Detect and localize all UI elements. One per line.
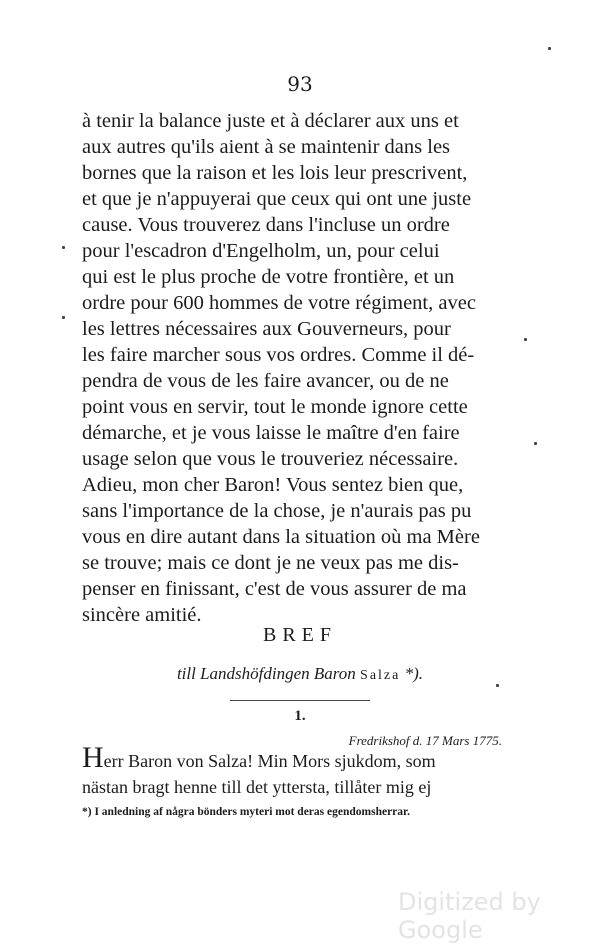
letter-line [82, 741, 436, 774]
footnote: *) I anledning af några bönders myteri mot deras egendomsherrar. [82, 806, 410, 818]
body-line: sans l'importance de la chose, je n'aurais pas pu [82, 500, 472, 522]
body-line: bornes que la raison et les lois leur prescrivent, [82, 162, 468, 184]
body-line: vous en dire autant dans la situation où ma Mère [82, 526, 480, 548]
body-line: penser en finissant, c'est de vous assurer de ma [82, 578, 467, 600]
drop-cap: H [82, 741, 104, 774]
body-line: les lettres nécessaires aux Gouverneurs, pour [82, 318, 451, 340]
body-line: qui est le plus proche de votre frontière, et un [82, 266, 455, 288]
section-subheading [0, 664, 600, 684]
body-line: et que je n'appuyerai que ceux qui ont une juste [82, 188, 472, 210]
body-line: pour l'escadron d'Engelholm, un, pour celui [82, 240, 440, 262]
body-line: à tenir la balance juste et à déclarer aux uns et [82, 110, 459, 132]
horizontal-rule [230, 700, 370, 701]
speck-mark [62, 246, 65, 249]
body-text [82, 108, 480, 628]
speck-mark [548, 47, 551, 50]
speck-mark [62, 316, 65, 319]
body-line: pendra de vous de les faire avancer, ou de ne [82, 370, 449, 392]
letter-text [82, 741, 436, 800]
subheading-suffix: *). [400, 664, 424, 683]
body-line: Adieu, mon cher Baron! Vous sentez bien que, [82, 474, 464, 496]
body-line: point vous en servir, tout le monde ignore cette [82, 396, 468, 418]
letter-dateline: Fredrikshof d. 17 Mars 1775. [348, 733, 502, 748]
letter-line: nästan bragt henne till det yttersta, tillåter mig ej [82, 777, 432, 797]
body-line: se trouve; mais ce dont je ne veux pas me dis- [82, 552, 459, 574]
body-line: usage selon que vous le trouveriez nécessaire. [82, 448, 459, 470]
body-line: démarche, et je vous laisse le maître d'en faire [82, 422, 460, 444]
speck-mark [524, 338, 527, 341]
watermark: Digitized by Google [398, 888, 541, 944]
letter-number: 1. [294, 708, 306, 724]
body-line: cause. Vous trouverez dans l'incluse un ordre [82, 214, 450, 236]
subheading-name: Salza [360, 668, 401, 683]
body-line: les faire marcher sous vos ordres. Comme il dé- [82, 344, 475, 366]
subheading-prefix: till Landshöfdingen Baron [176, 664, 361, 683]
speck-mark [534, 442, 537, 445]
body-line: sincère amitié. [82, 604, 202, 626]
letter-line-rest: err Baron von Salza! Min Mors sjukdom, som [103, 751, 436, 771]
body-line: aux autres qu'ils aient à se maintenir dans les [82, 136, 451, 158]
section-heading: BREF [262, 624, 338, 646]
page-number: 93 [287, 72, 313, 96]
speck-mark [496, 684, 499, 687]
body-line: ordre pour 600 hommes de votre régiment, avec [82, 292, 476, 314]
